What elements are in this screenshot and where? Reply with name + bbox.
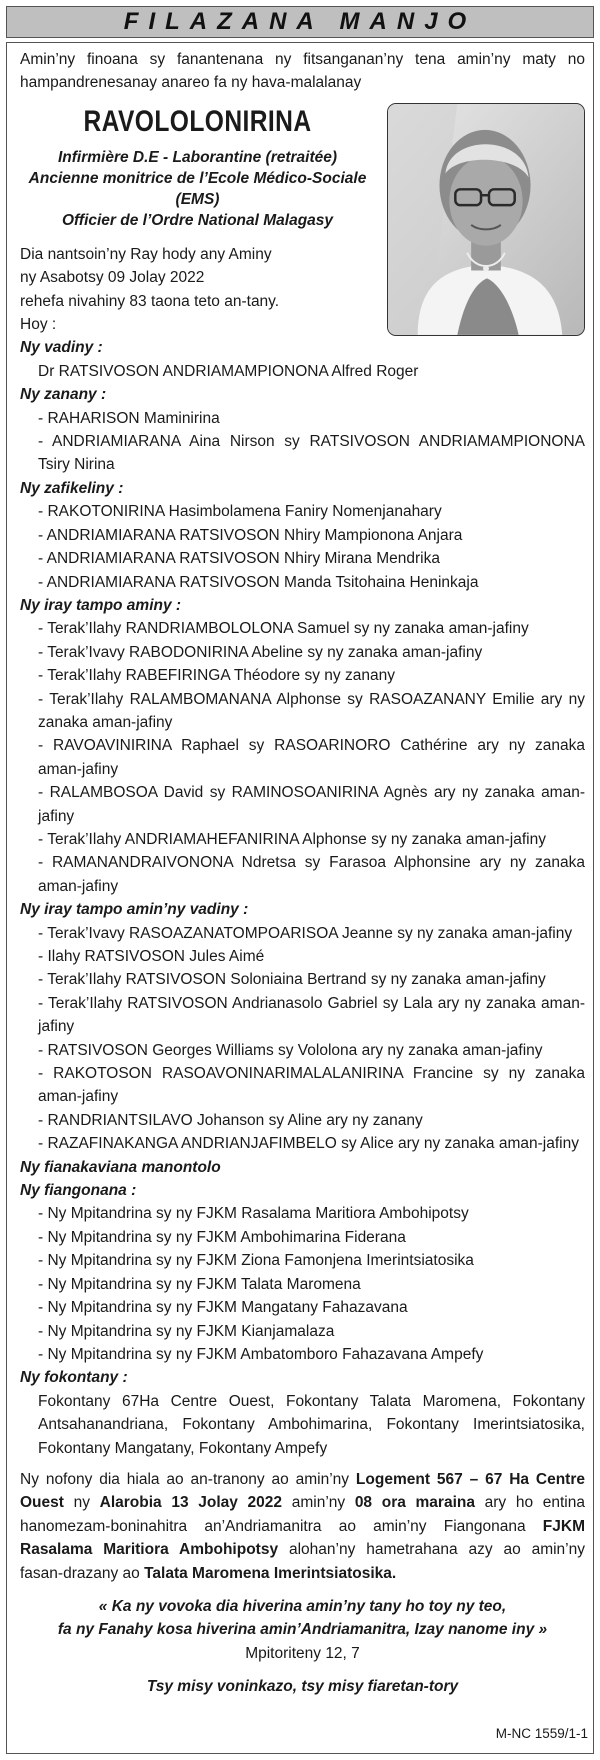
list-item: - ANDRIAMIARANA RATSIVOSON Manda Tsitohaina Heninkaja [38, 573, 479, 591]
list-item: - ANDRIAMIARANA RATSIVOSON Nhiry Mampionona Anjara [38, 526, 463, 544]
list-item: - Ilahy RATSIVOSON Jules Aimé [38, 948, 265, 965]
funeral-text: alohan’ny hametrahana azy ao amin’ny fasan-drazany ao [20, 1541, 585, 1582]
funeral-time: 08 ora maraina [354, 1494, 475, 1512]
section-tampo-aminy [20, 594, 585, 898]
funeral-details [20, 1468, 585, 1585]
deceased-name: RAVOLOLONIRINA [83, 104, 312, 138]
list-item: - Terak’Ivavy RASOAZANATOMPOARISOA Jeanne sy ny zanaka aman-jafiny [38, 924, 573, 942]
death-line: Dia nantsoin’ny Ray hody any Aminy [20, 245, 272, 263]
list-item: - RAHARISON Maminirina [38, 409, 220, 427]
funeral-text: ny [63, 1494, 100, 1512]
section-title: Ny fokontany : [20, 1369, 128, 1387]
deceased-titles [20, 147, 375, 231]
list-item: - Ny Mpitandrina sy ny FJKM Ambatomboro Fahazavana Ampefy [38, 1345, 484, 1363]
header-text [20, 101, 375, 337]
list-item: - Terak’Ilahy RABEFIRINGA Théodore sy ny zanany [38, 667, 395, 685]
banner-title: FILAZANA MANJO [123, 8, 477, 35]
section-zafikeliny [20, 477, 585, 594]
quote-line: fa ny Fanahy kosa hiverina amin’Andriamanitra, Izay nanome iny » [57, 1621, 548, 1639]
reference-code: M-NC 1559/1-1 [495, 1726, 588, 1741]
death-line: Hoy : [20, 316, 57, 334]
notice-content [20, 48, 585, 1699]
title-line: Officier de l’Ordre National Malagasy [61, 211, 334, 229]
list-item: Dr RATSIVOSON ANDRIAMAMPIONONA Alfred Roger [38, 362, 419, 380]
funeral-text: amin’ny [282, 1494, 355, 1512]
list-item: - Ny Mpitandrina sy ny FJKM Kianjamalaza [38, 1322, 335, 1340]
quote-line: « Ka ny vovoka dia hiverina amin’ny tany ho toy ny teo, [98, 1597, 507, 1615]
section-title: Ny iray tampo amin’ny vadiny : [20, 901, 249, 919]
list-item: - RALAMBOSOA David sy RAMINOSOANIRINA Agnès ary ny zanaka aman-jafiny [38, 784, 585, 825]
closing-note: Tsy misy voninkazo, tsy misy fiaretan-tory [146, 1678, 459, 1696]
funeral-place: Logement 567 – 67 Ha Centre Ouest [20, 1470, 585, 1512]
section-title: Ny zanany : [20, 386, 107, 404]
list-item: - RAZAFINAKANGA ANDRIANJAFIMBELO sy Alice ary ny zanaka aman-jafiny [38, 1135, 579, 1153]
list-item: - Terak’Ilahy RATSIVOSON Andrianasolo Gabriel sy Lala ary ny zanaka aman-jafiny [38, 994, 585, 1036]
list-item: - Ny Mpitandrina sy ny FJKM Rasalama Maritiora Ambohipotsy [38, 1205, 469, 1223]
list-item: - RAKOTONIRINA Hasimbolamena Faniry Nomenjanahary [38, 503, 442, 521]
list-item: - RATSIVOSON Georges Williams sy Vololona ary ny zanaka aman-jafiny [38, 1041, 543, 1059]
section-title: Ny iray tampo aminy : [20, 596, 182, 614]
fokontany-text: Fokontany 67Ha Centre Ouest, Fokontany Talata Maromena, Fokontany Antsahanandriana, Fokontany Ambohimarina, Fokontany Imerintsiatosika, Fokontany Mangatany, Fokontany Ampefy [38, 1392, 585, 1457]
funeral-church: FJKM Rasalama Maritiora Ambohipotsy [20, 1517, 585, 1559]
section-fokontany [20, 1366, 585, 1460]
section-tampo-vadiny [20, 898, 585, 1155]
list-item: - ANDRIAMIARANA RATSIVOSON Nhiry Mirana Mendrika [38, 550, 440, 568]
section-vadiny [20, 336, 585, 383]
list-item: - Ny Mpitandrina sy ny FJKM Mangatany Fahazavana [38, 1299, 408, 1317]
portrait-photo [387, 103, 585, 336]
funeral-burial: Talata Maromena Imerintsiatosika. [144, 1564, 397, 1582]
section-title: Ny zafikeliny : [20, 479, 124, 497]
section-zanany [20, 383, 585, 477]
title-line: Infirmière D.E - Laborantine (retraitée) [57, 148, 338, 166]
funeral-date: Alarobia 13 Jolay 2022 [99, 1494, 283, 1512]
funeral-text: Ny nofony dia hiala ao an-tranony ao amin’ny [20, 1470, 356, 1488]
list-item: - RAKOTOSON RASOAVONINARIMALALANIRINA Francine sy ny zanaka aman-jafiny [38, 1065, 585, 1106]
list-item: - Terak’Ilahy RATSIVOSON Soloniaina Bertrand sy ny zanaka aman-jafiny [38, 971, 546, 989]
header-row [20, 101, 585, 337]
funeral-text: ary ho entina hanomezam-boninahitra an’Andriamanitra ao amin’ny Fiangonana [20, 1494, 585, 1535]
title-line: Ancienne monitrice de l’Ecole Médico-Sociale [28, 169, 367, 187]
list-item: - ANDRIAMIARANA Aina Nirson sy RATSIVOSON ANDRIAMAMPIONONA Tsiry Nirina [38, 433, 585, 474]
list-item: - RAMANANDRAIVONONA Ndretsa sy Farasoa Alphonsine ary ny zanaka aman-jafiny [38, 854, 585, 895]
list-item: - Ny Mpitandrina sy ny FJKM Ziona Famonjena Imerintsiatosika [38, 1252, 474, 1270]
intro-text: Amin’ny finoana sy fanantenana ny fitsanganan’ny tena amin’ny maty no hampandrenesanay anareo fa ny hava-malalanay [20, 51, 585, 92]
list-item: - Ny Mpitandrina sy ny FJKM Ambohimarina Fiderana [38, 1228, 406, 1246]
list-item: - Ny Mpitandrina sy ny FJKM Talata Maromena [38, 1275, 361, 1293]
death-line: rehefa nivahiny 83 taona teto an-tany. [20, 292, 280, 310]
list-item: - Terak’Ilahy ANDRIAMAHEFANIRINA Alphonse sy ny zanaka aman-jafiny [38, 830, 546, 848]
bible-quote [20, 1595, 585, 1642]
section-title: Ny fiangonana : [20, 1182, 137, 1200]
list-item: - Terak’Ilahy RALAMBOMANANA Alphonse sy RASOAZANANY Emilie ary ny zanaka aman-jafiny [38, 690, 585, 731]
banner [6, 6, 594, 38]
quote-reference: Mpitoriteny 12, 7 [245, 1644, 360, 1662]
section-title: Ny vadiny : [20, 339, 103, 357]
list-item: - RAVOAVINIRINA Raphael sy RASOARINORO Cathérine ary ny zanaka aman-jafiny [38, 737, 585, 778]
list-item: - Terak’Ilahy RANDRIAMBOLOLONA Samuel sy ny zanaka aman-jafiny [38, 620, 529, 638]
section-fianakaviana: Ny fianakaviana manontolo [20, 1158, 221, 1176]
section-fiangonana [20, 1179, 585, 1366]
list-item: - Terak’Ivavy RABODONIRINA Abeline sy ny zanaka aman-jafiny [38, 643, 483, 661]
title-line: (EMS) [175, 190, 220, 208]
portrait-icon [388, 104, 584, 335]
list-item: - RANDRIANTSILAVO Johanson sy Aline ary ny zanany [38, 1111, 423, 1129]
death-line: ny Asabotsy 09 Jolay 2022 [20, 269, 205, 287]
death-announcement [20, 243, 375, 337]
